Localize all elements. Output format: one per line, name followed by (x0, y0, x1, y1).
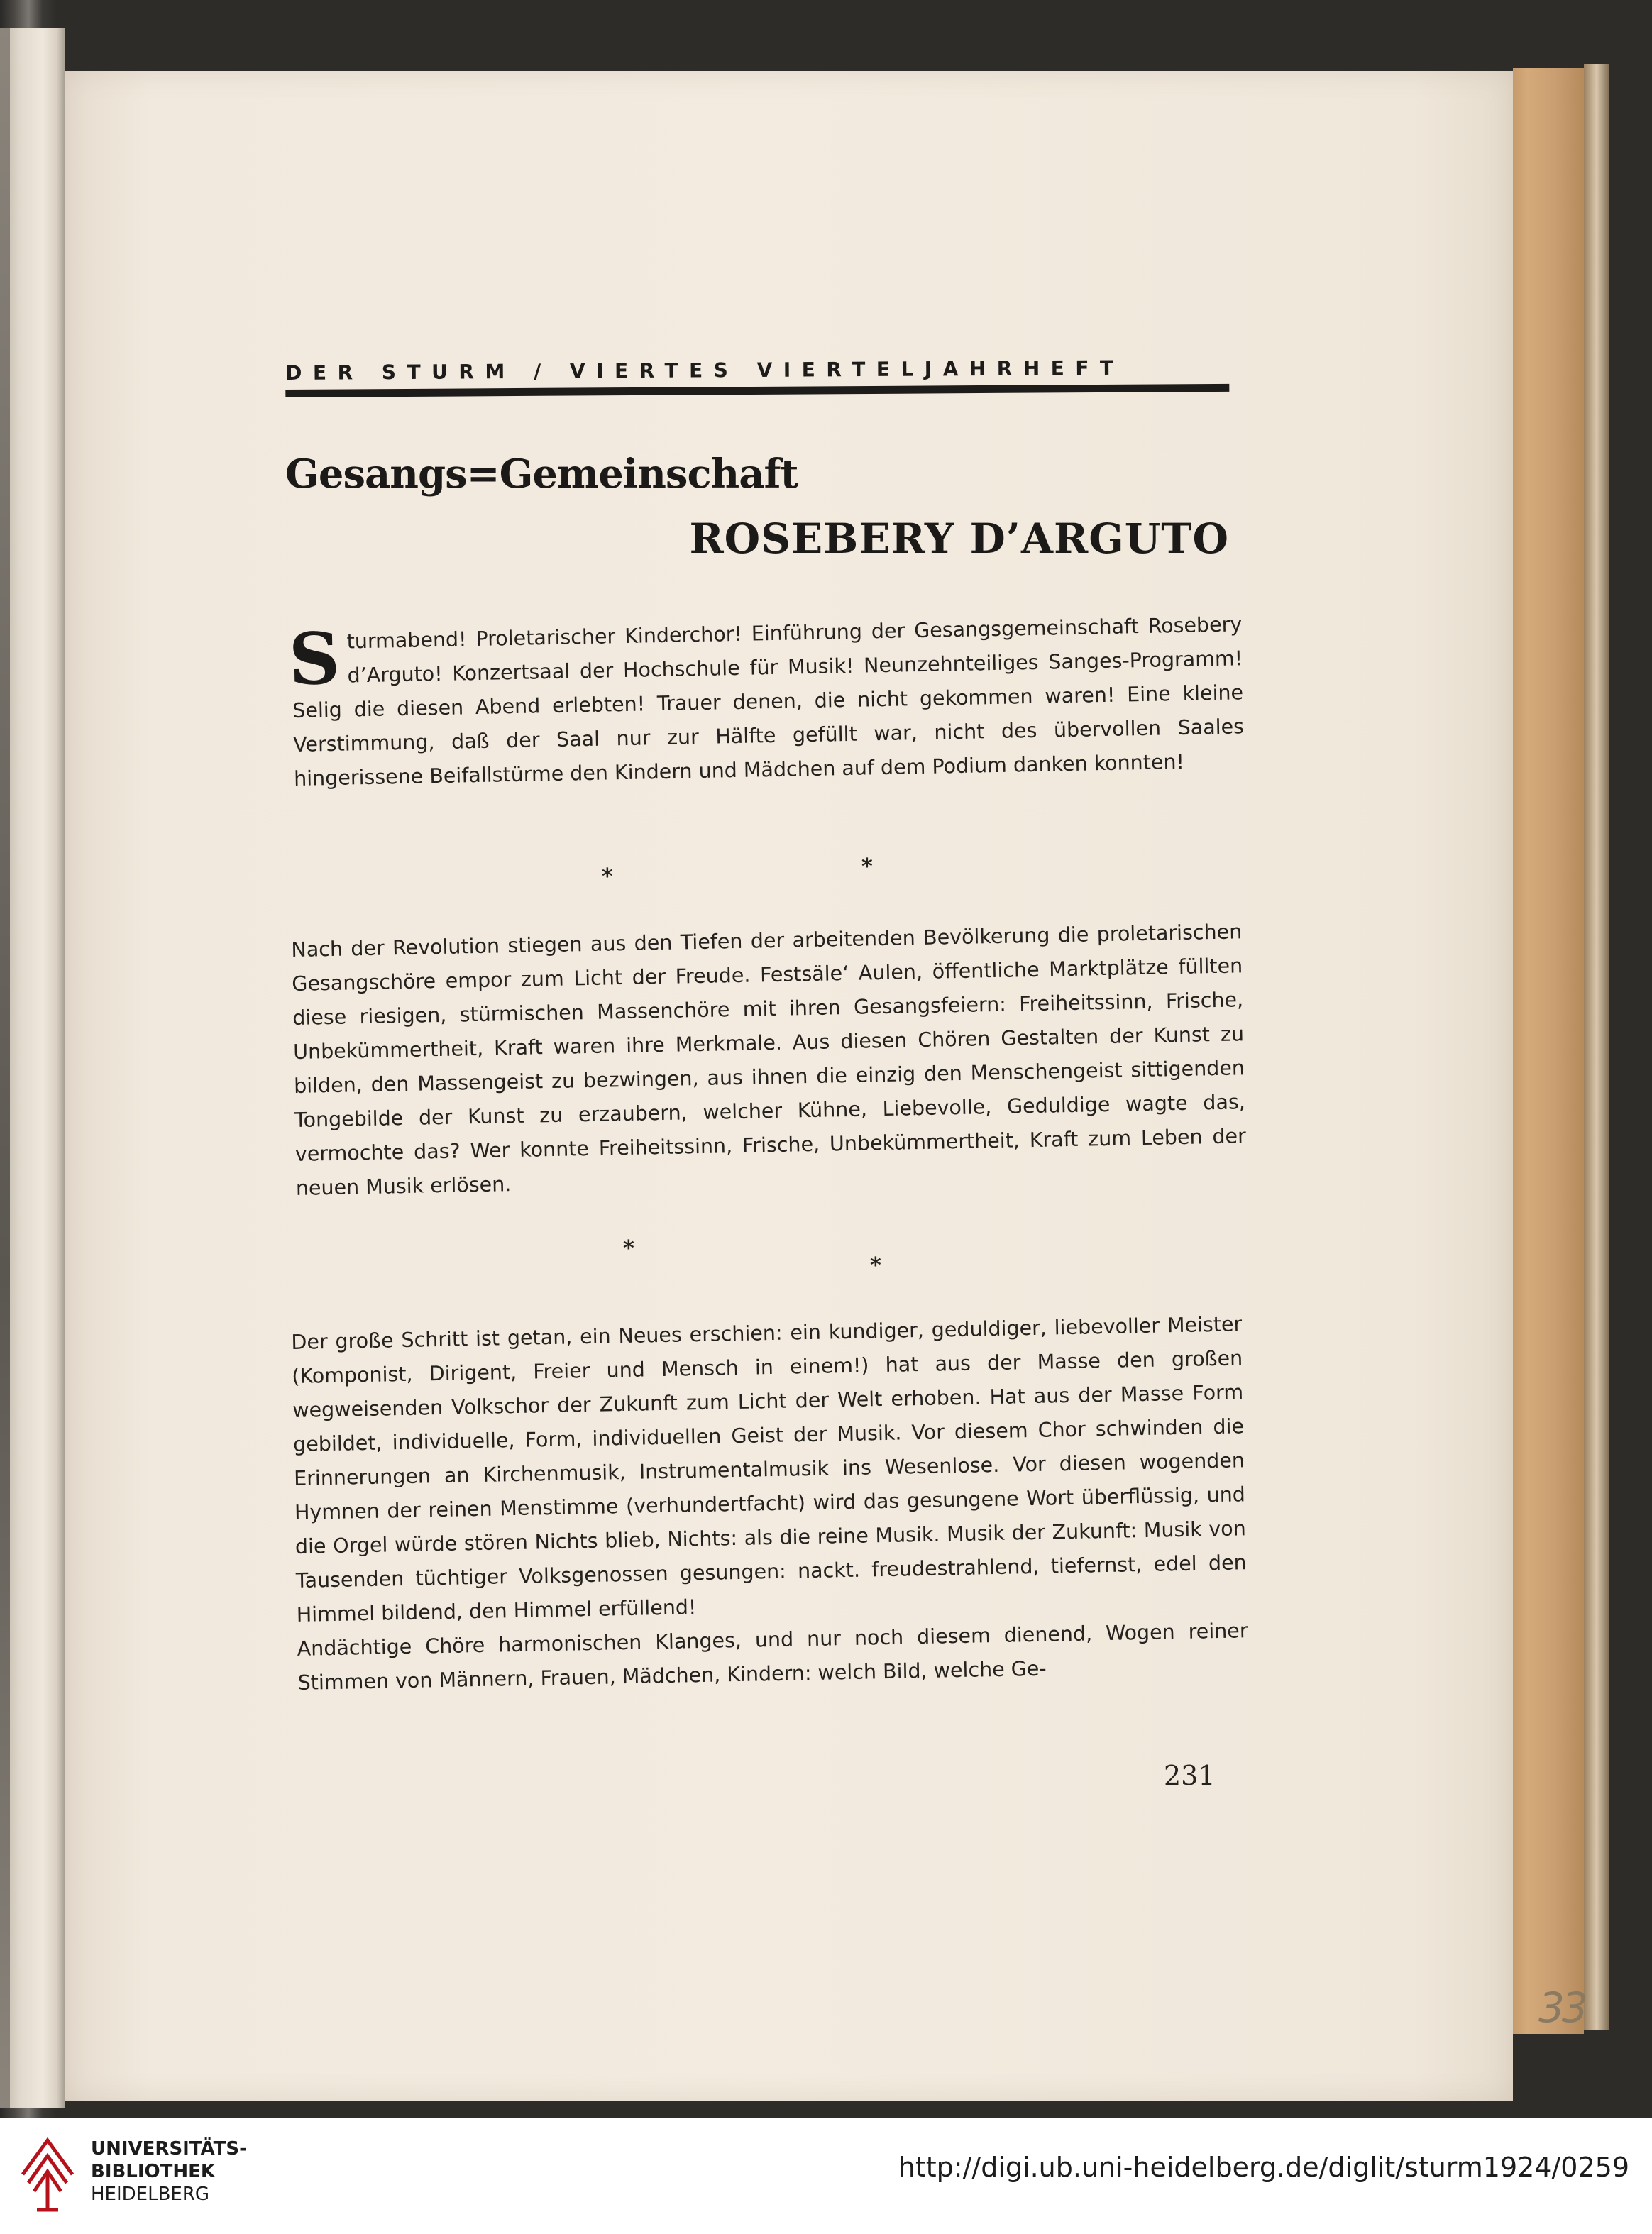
institution-line: BIBLIOTHEK (91, 2161, 216, 2182)
paragraph-1-text: turmabend! Proletarischer Kinderchor! Einführung der Gesangsgemeinschaft Rosebery d’Arguto! Konzertsaal der Hochschule für Musik! Neunzehnteiliges Sanges-Programm! Selig die diesen Abend erlebten! Trauer denen, die nicht gekommen waren! Eine kleine Verstimmung, daß der Saal nur zur Hälfte gefüllt war, nicht des übervollen Saales hingerissene Beifallstürme den Kindern und Mädchen auf dem Podium danken konnten! (292, 612, 1245, 791)
separator-asterisk: * (870, 1253, 881, 1278)
article-subtitle: ROSEBERY D’ARGUTO (689, 515, 1229, 563)
page-number: 231 (1164, 1760, 1216, 1791)
paragraph-2: Nach der Revolution stiegen aus den Tiefen der arbeitenden Bevölkerung die proletarischen Gesangschöre empor zum Licht der Freude. Festsäle‘ Aulen, öffentliche Marktplätze füllten diese riesigen, stürmischen Massenchöre mit ihren Gesangsfeiern: Freiheitssinn, Frische, Unbekümmertheit, Kraft waren ihre Merkmale. Aus diesen Chören Gestalten der Kunst zu bilden, den Massengeist zu bezwingen, aus ihnen die einzig den Menschengeist sittigenden Tongebilde der Kunst zu erzaubern, welcher Kühne, Liebevolle, Geduldige wagte das, vermochte das? Wer konnte Freiheitssinn, Frische, Unbekümmertheit, Kraft zum Leben der neuen Musik erlösen. (291, 920, 1247, 1200)
separator-asterisk: * (861, 854, 873, 879)
running-header (285, 347, 1229, 392)
separator-asterisk: * (602, 864, 613, 889)
drop-cap: S (287, 616, 341, 702)
paragraph-3: Der große Schritt ist getan, ein Neues erschien: ein kundiger, geduldiger, liebevoller Meister (Komponist, Dirigent, Freier und Mensch in einem!) hat aus der Masse den großen wegweisenden Volkschor der Zukunft zum Licht der Welt erhoben. Hat aus der Masse Form gebildet, individuelle, Form, individuellen Geist der Musik. Vor diesem Chor schwinden die Erinnerungen an Kirchenmusik, Instrumentalmusik ins Wesenlose. Vor diesen wogenden Hymnen der reinen Menstimme (verhundertfacht) wird das gesungene Wort überflüssig, und die Orgel würde stören Nichts blieb, Nichts: als die reine Musik. Musik der Zukunft: Musik von Tausenden tüchtiger Volksgenossen gesungen: nackt. freudestrahlend, tiefernst, edel den Himmel bildend, den Himmel erfüllend! (291, 1312, 1247, 1627)
paragraph-3-group (291, 1307, 1249, 1700)
paragraph-1 (287, 607, 1245, 796)
institution-line: UNIVERSITÄTS- (91, 2138, 247, 2159)
book-spine-edge (1584, 64, 1609, 2030)
running-head-text: DER STURM / VIERTES VIERTELJAHRHEFT (285, 356, 1125, 385)
binding-shadow (0, 28, 10, 2108)
institution-name (91, 2137, 247, 2206)
permalink-url[interactable]: http://digi.ub.uni-heidelberg.de/diglit/sturm1924/0259 (898, 2152, 1629, 2183)
viewer-footer (0, 2118, 1652, 2234)
paragraph-4: Andächtige Chöre harmonischen Klanges, und nur noch diesem dienend, Wogen reiner Stimmen von Männern, Frauen, Mädchen, Kindern: welch Bild, welche Ge- (297, 1619, 1248, 1695)
library-logo-icon (16, 2132, 79, 2216)
separator-asterisk: * (623, 1236, 634, 1261)
handwritten-edge-mark: 33 (1538, 1983, 1585, 2032)
article-title: Gesangs=Gemeinschaft (285, 451, 798, 497)
institution-line: HEIDELBERG (91, 2184, 210, 2205)
book-board-edge (1513, 68, 1584, 2034)
